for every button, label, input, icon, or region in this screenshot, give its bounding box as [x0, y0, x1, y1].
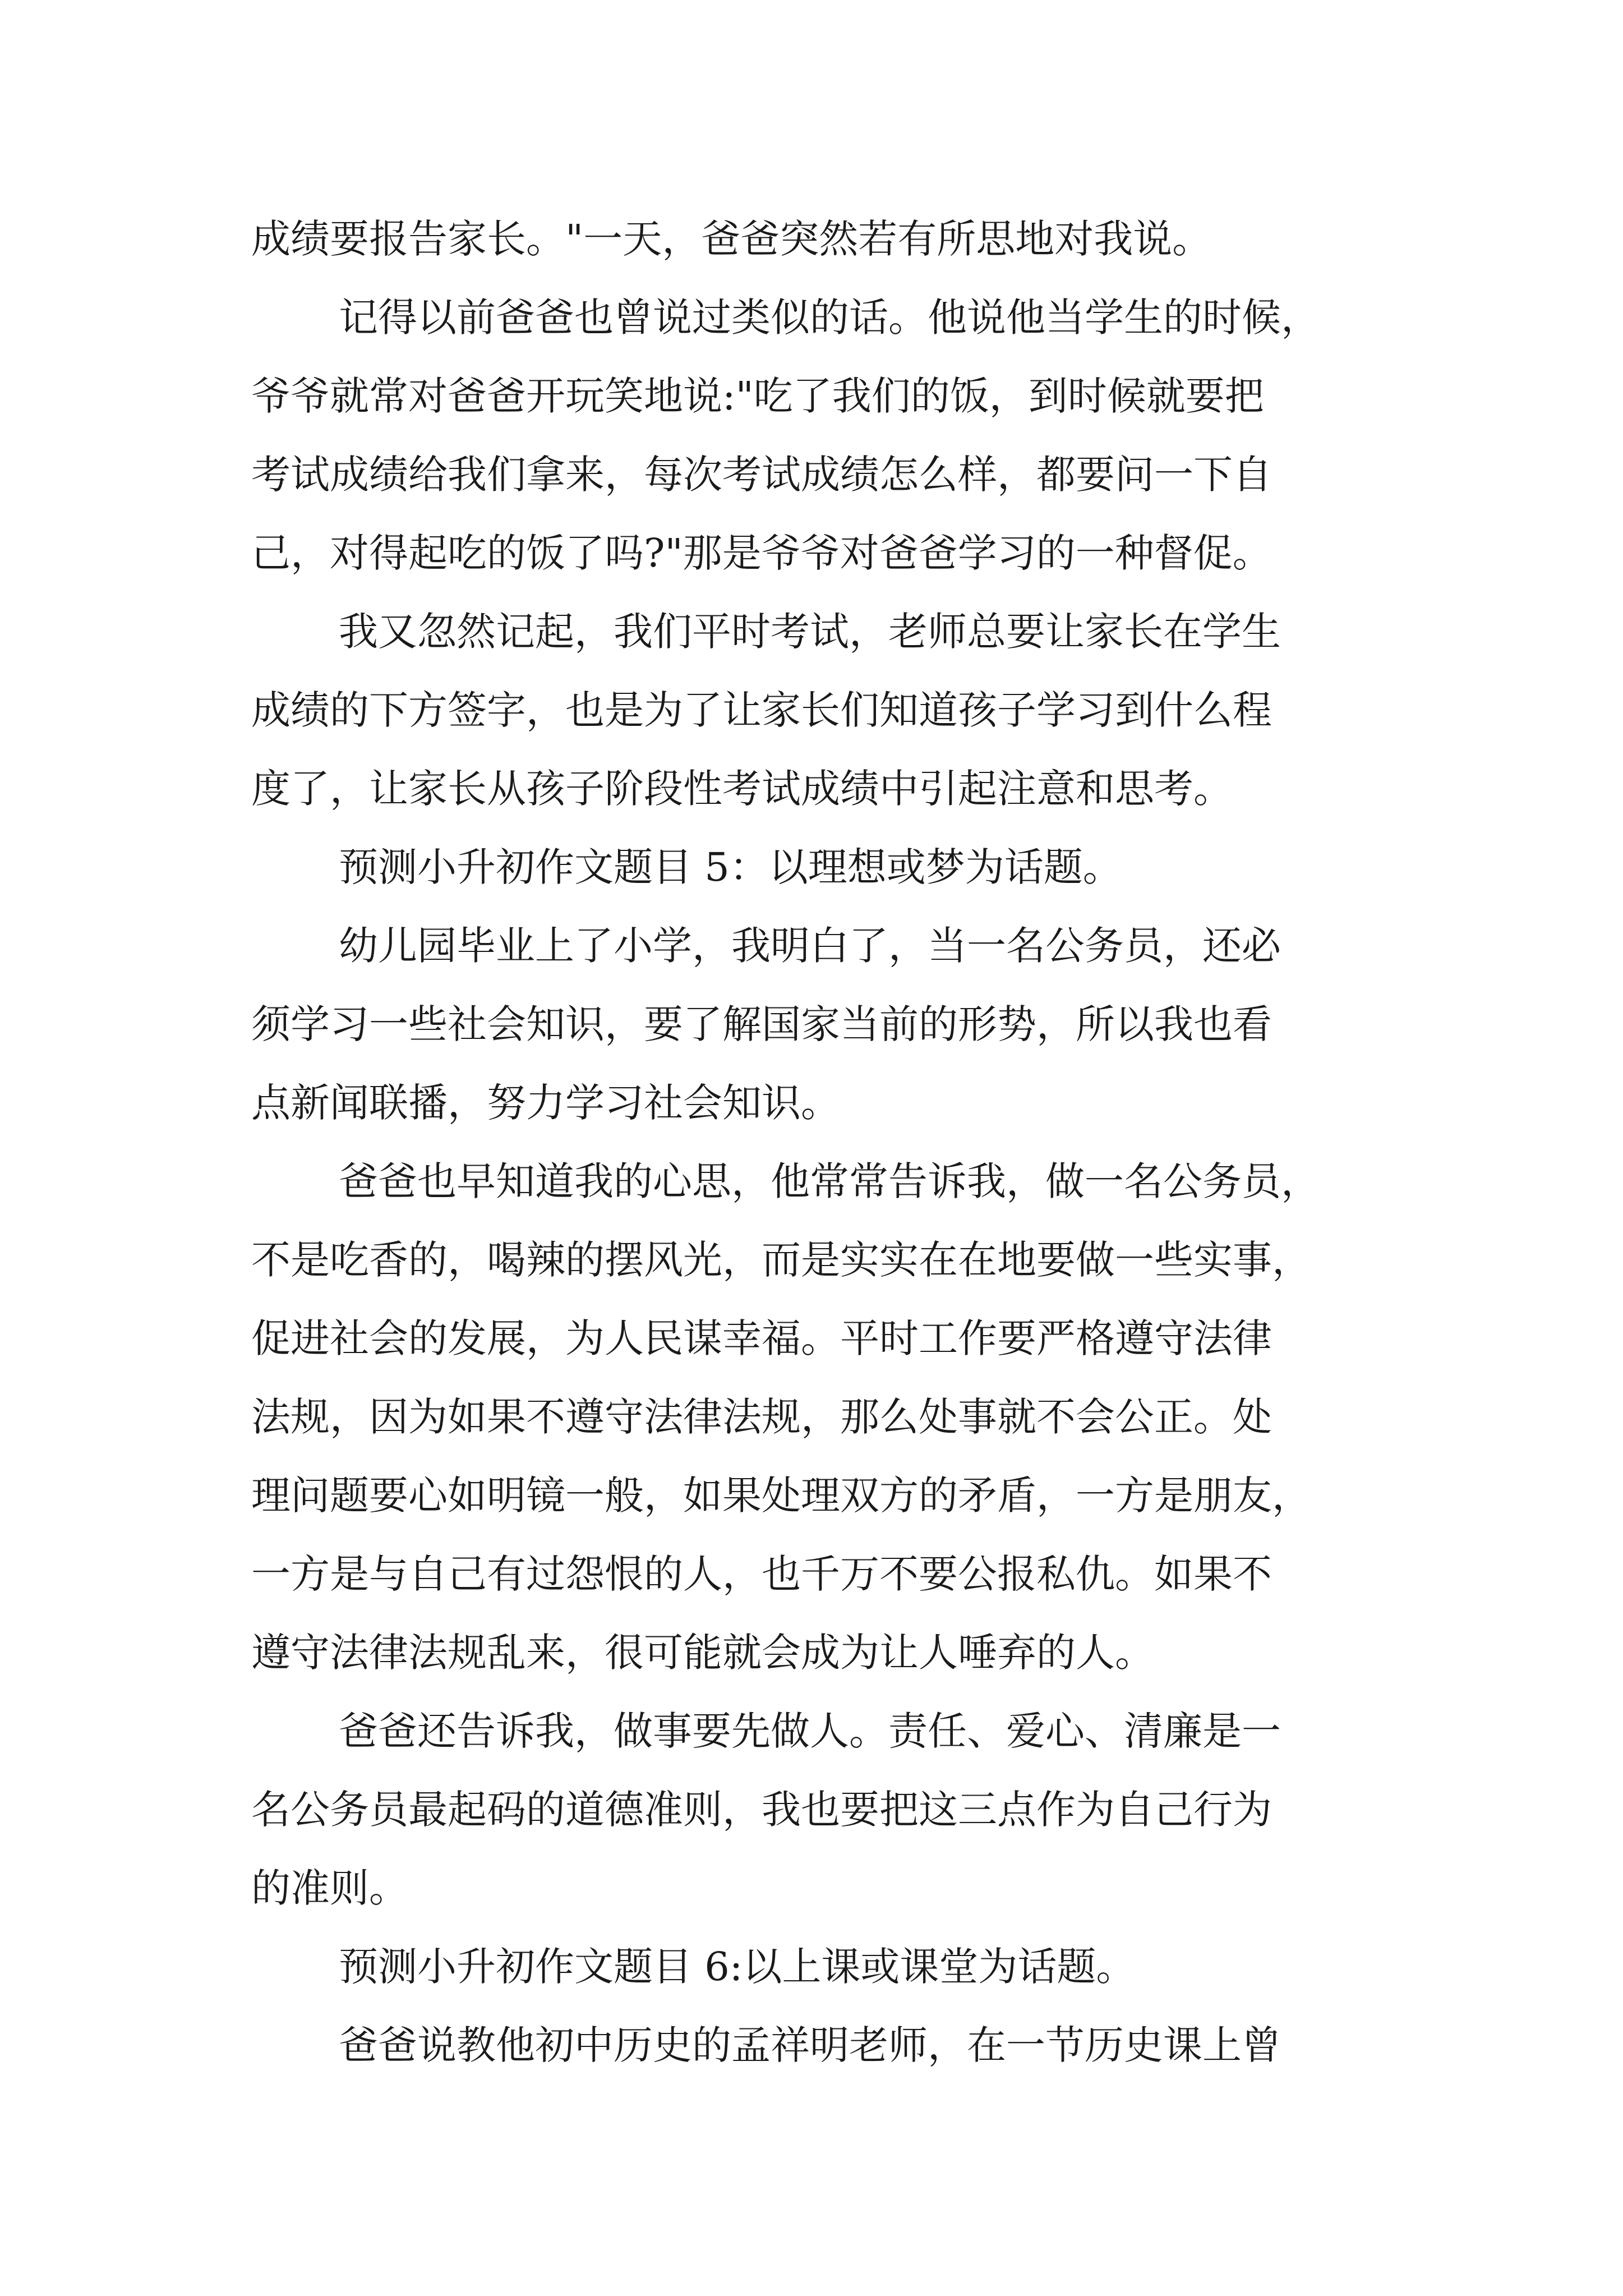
section-heading: 预测小升初作文题目 5：以理想或梦为话题。 [339, 844, 1122, 890]
paragraph-first-line: 爸爸说教他初中历史的孟祥明老师，在一节历史课上曾 [339, 2022, 1281, 2068]
paragraph-first-line: 爸爸也早知道我的心思，他常常告诉我，做一名公务员， [339, 1158, 1320, 1204]
text-line: 度了，让家长从孩子阶段性考试成绩中引起注意和思考。 [251, 766, 1233, 812]
text-line: 己，对得起吃的饭了吗?"那是爷爷对爸爸学习的一种督促。 [251, 530, 1272, 576]
paragraph-first-line: 爸爸还告诉我，做事要先做人。责任、爱心、清廉是一 [339, 1708, 1281, 1754]
text-line: 考试成绩给我们拿来，每次考试成绩怎么样，都要问一下自 [251, 452, 1272, 498]
text-line: 不是吃香的，喝辣的摆风光，而是实实在在地要做一些实事， [251, 1237, 1311, 1283]
text-line: 法规，因为如果不遵守法律法规，那么处事就不会公正。处 [251, 1394, 1272, 1440]
text-line: 的准则。 [251, 1865, 408, 1911]
text-line: 一方是与自己有过怨恨的人，也千万不要公报私仇。如果不 [251, 1551, 1272, 1597]
text-line: 爷爷就常对爸爸开玩笑地说:"吃了我们的饭，到时候就要把 [251, 373, 1264, 419]
text-line: 成绩的下方签字，也是为了让家长们知道孩子学习到什么程 [251, 687, 1272, 733]
text-line: 遵守法律法规乱来，很可能就会成为让人唾弃的人。 [251, 1630, 1154, 1676]
paragraph-first-line: 记得以前爸爸也曾说过类似的话。他说他当学生的时候， [339, 295, 1320, 341]
text-line: 点新闻联播，努力学习社会知识。 [251, 1080, 840, 1126]
paragraph-first-line: 我又忽然记起，我们平时考试，老师总要让家长在学生 [339, 609, 1281, 655]
text-line: 成绩要报告家长。"一天，爸爸突然若有所思地对我说。 [251, 216, 1212, 262]
text-line: 理问题要心如明镜一般，如果处理双方的矛盾，一方是朋友， [251, 1473, 1311, 1519]
text-line: 须学习一些社会知识，要了解国家当前的形势，所以我也看 [251, 1001, 1272, 1047]
text-line: 促进社会的发展，为人民谋幸福。平时工作要严格遵守法律 [251, 1315, 1272, 1361]
paragraph-first-line: 幼儿园毕业上了小学，我明白了，当一名公务员，还必 [339, 923, 1281, 969]
text-line: 名公务员最起码的道德准则，我也要把这三点作为自己行为 [251, 1787, 1272, 1833]
section-heading: 预测小升初作文题目 6:以上课或课堂为话题。 [339, 1944, 1136, 1990]
